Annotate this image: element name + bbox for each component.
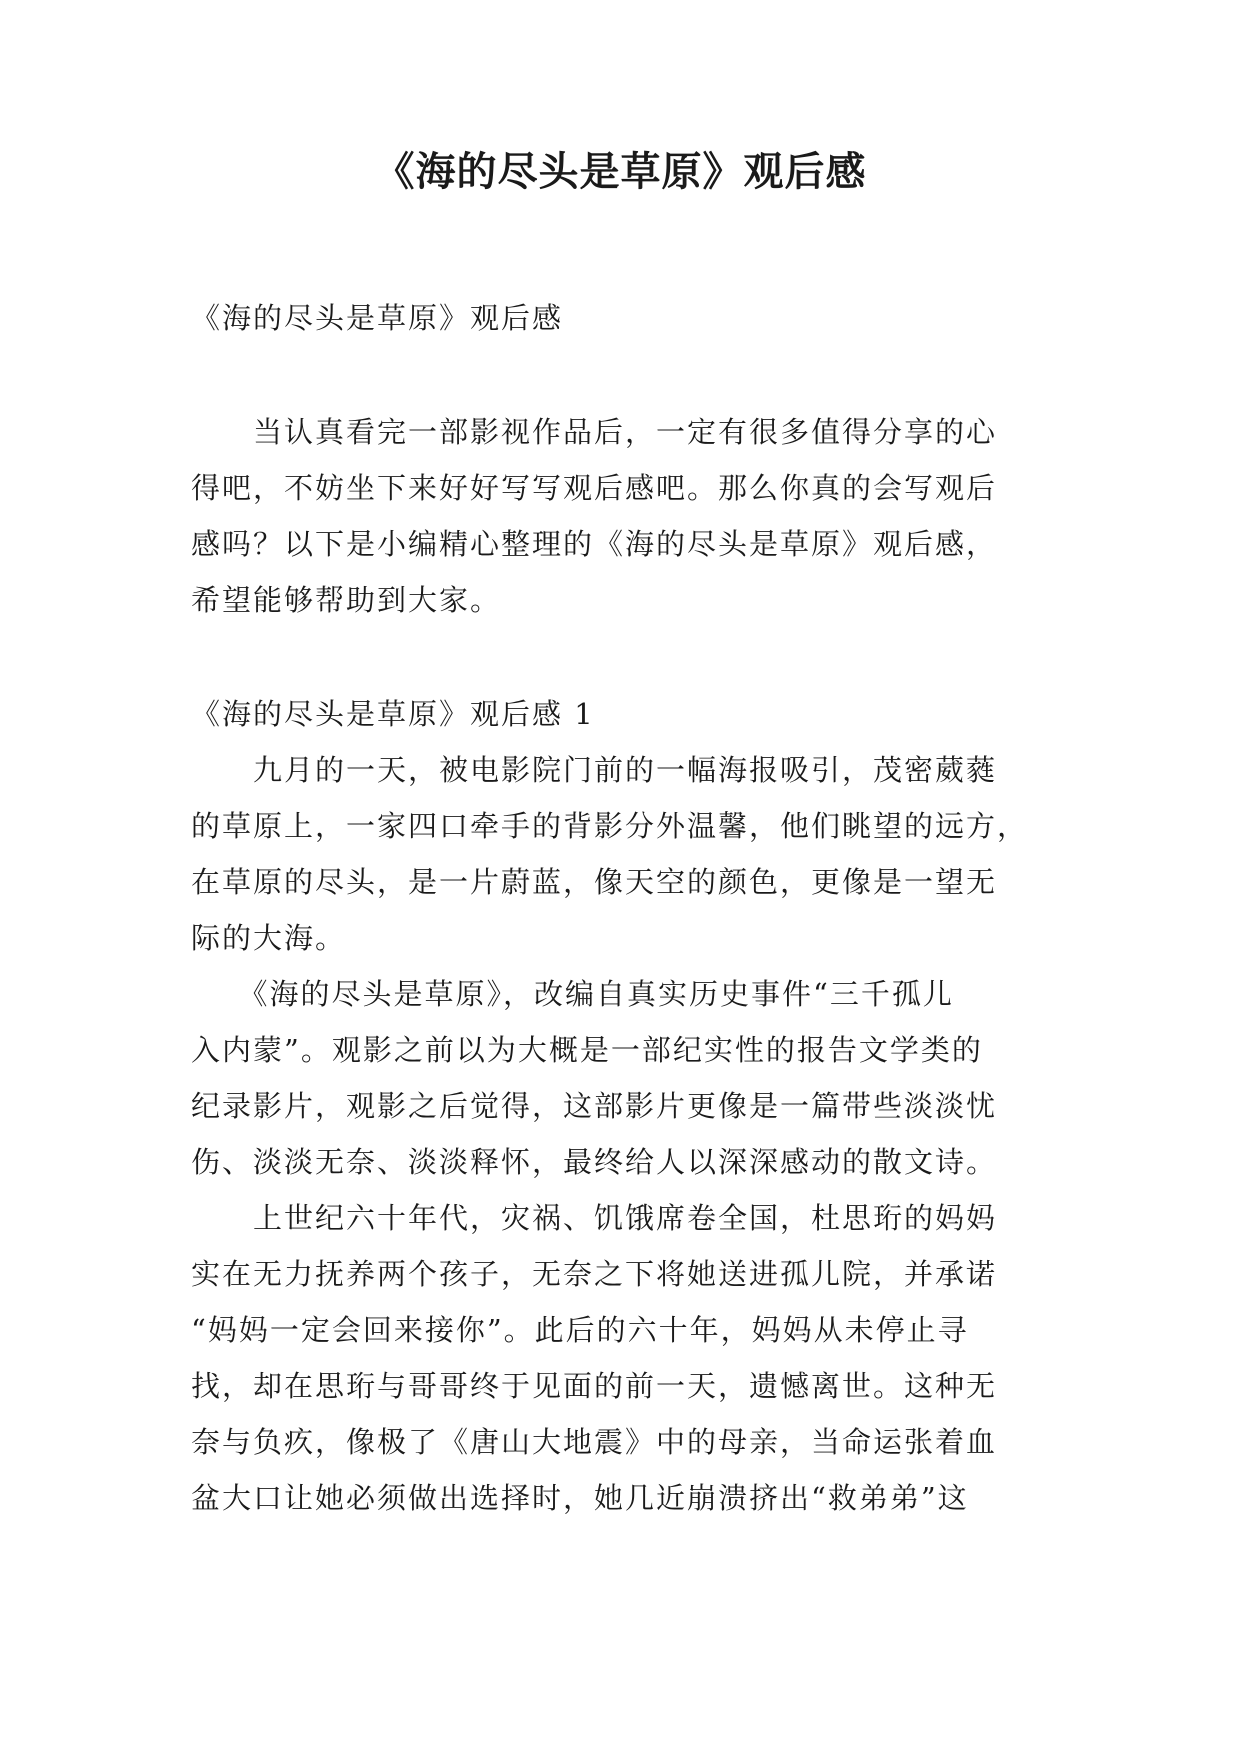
paragraph-line: 的草原上，一家四口牵手的背影分外温馨，他们眺望的远方，	[191, 809, 1029, 843]
spacer	[191, 628, 1051, 686]
paragraph-line: 找，却在思珩与哥哥终于见面的前一天，遗憾离世。这种无	[191, 1369, 998, 1403]
body-paragraph	[191, 742, 1051, 966]
intro-paragraph	[191, 404, 1051, 628]
paragraph-line: 九月的一天，被电影院门前的一幅海报吸引，茂密葳蕤	[191, 753, 998, 787]
document-title: 《海的尽头是草原》观后感	[374, 148, 867, 195]
paragraph-line: 当认真看完一部影视作品后，一定有很多值得分享的心	[191, 415, 998, 449]
paragraph-line: 纪录影片，观影之后觉得，这部影片更像是一篇带些淡淡忧	[191, 1089, 998, 1123]
paragraph-line: 得吧，不妨坐下来好好写写观后感吧。那么你真的会写观后	[191, 471, 998, 505]
document-body	[191, 290, 1051, 1526]
paragraph-line: 在草原的尽头，是一片蔚蓝，像天空的颜色，更像是一望无	[191, 865, 998, 899]
paragraph-line: 感吗？以下是小编精心整理的《海的尽头是草原》观后感，	[191, 527, 998, 561]
paragraph-line: 伤、淡淡无奈、淡淡释怀，最终给人以深深感动的散文诗。	[191, 1145, 998, 1179]
paragraph-line: 上世纪六十年代，灾祸、饥饿席卷全国，杜思珩的妈妈	[191, 1201, 998, 1235]
paragraph-line: 《海的尽头是草原》，改编自真实历史事件“三千孤儿	[191, 977, 954, 1011]
paragraph-line: 希望能够帮助到大家。	[191, 583, 502, 617]
paragraph-line: 盆大口让她必须做出选择时，她几近崩溃挤出“救弟弟”这	[191, 1481, 969, 1515]
body-paragraph	[191, 1190, 1051, 1526]
paragraph-line: “妈妈一定会回来接你”。此后的六十年，妈妈从未停止寻	[191, 1313, 969, 1347]
paragraph-line: 奈与负疚，像极了《唐山大地震》中的母亲，当命运张着血	[191, 1425, 998, 1459]
body-paragraph	[191, 966, 1051, 1190]
paragraph-line: 入内蒙”。观影之前以为大概是一部纪实性的报告文学类的	[191, 1033, 983, 1067]
paragraph-line: 实在无力抚养两个孩子，无奈之下将她送进孤儿院，并承诺	[191, 1257, 998, 1291]
spacer	[191, 346, 1051, 404]
paragraph-line: 际的大海。	[191, 921, 347, 955]
document-subtitle: 《海的尽头是草原》观后感	[191, 301, 564, 335]
section-heading: 《海的尽头是草原》观后感 1	[191, 697, 595, 731]
